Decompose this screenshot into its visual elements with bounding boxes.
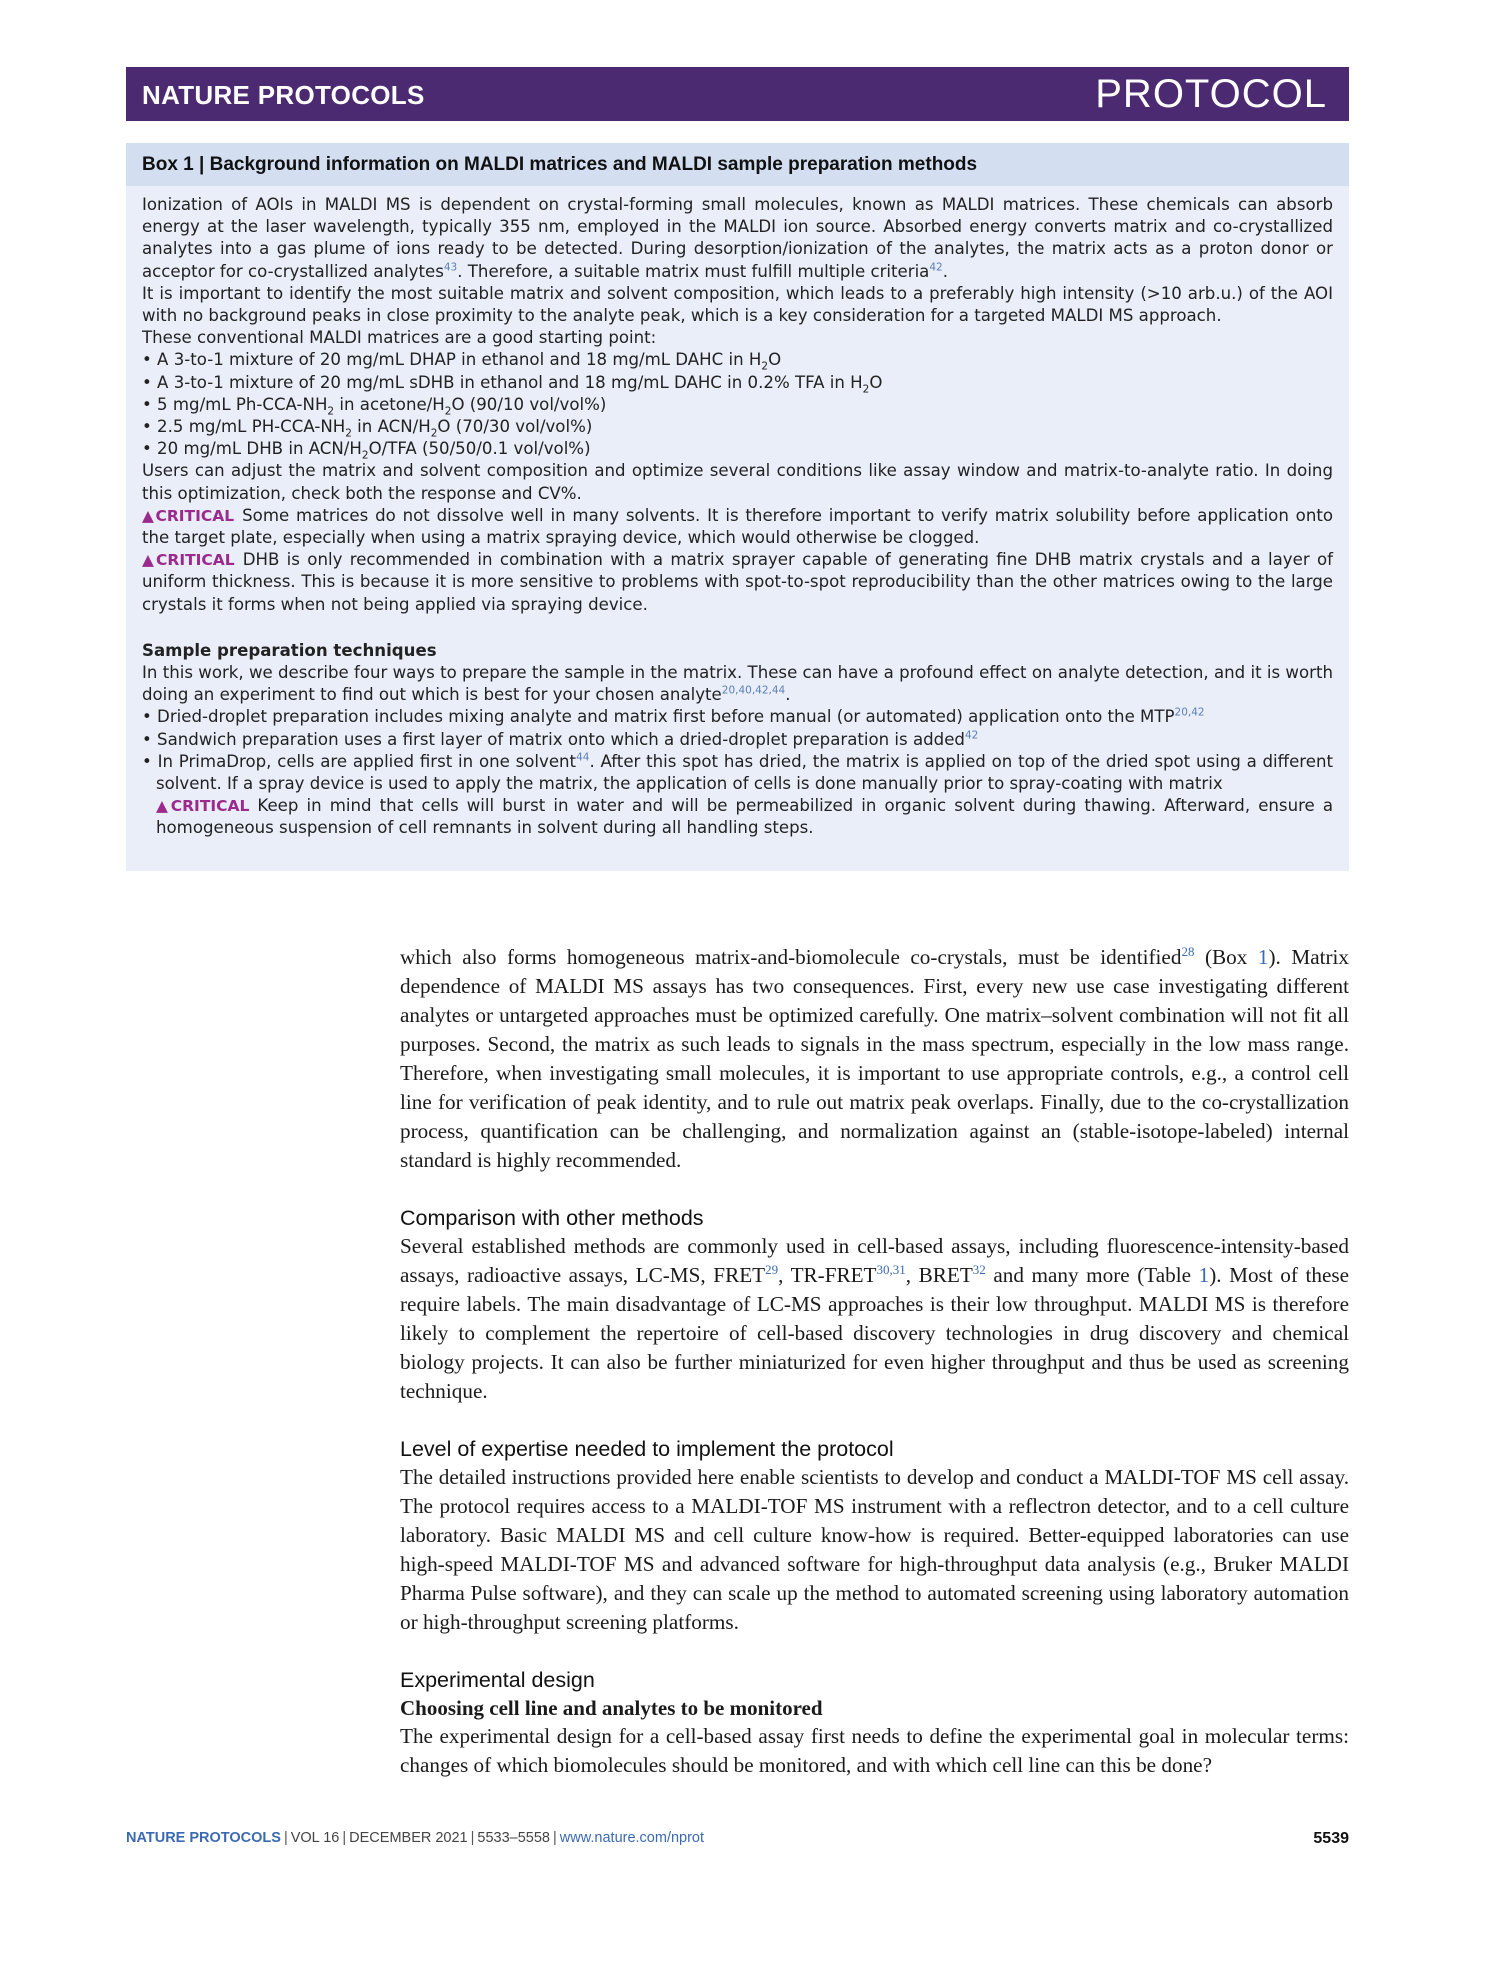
article-type: PROTOCOL: [1095, 72, 1327, 116]
list-item: • 2.5 mg/mL $PH-CCA-NH_2$ in ACN/$H_2O$ (70/30 vol/vol%): [142, 417, 593, 440]
technique-list: [142, 706, 1333, 795]
warning-triangle-icon: ▲: [142, 551, 157, 570]
warning-triangle-icon: ▲: [156, 797, 171, 816]
box-intro-text: . Therefore, a suitable matrix must fulfill multiple criteria: [457, 261, 930, 281]
footer-url-link[interactable]: www.nature.com/nprot: [559, 1830, 705, 1846]
citation[interactable]: 20,40,42,44: [721, 684, 786, 697]
citation[interactable]: 42: [964, 729, 979, 742]
citation[interactable]: 44: [576, 751, 590, 764]
box-link[interactable]: 1: [1257, 945, 1269, 969]
list-item: • Dried-droplet preparation includes mixing analyte and matrix first before manual (or automated) application onto the MTP$^{20,42}$: [142, 706, 1205, 727]
table-link[interactable]: 1: [1198, 1263, 1210, 1287]
critical-label: ▲CRITICAL: [156, 797, 250, 816]
section-heading: Level of expertise needed to implement the protocol: [400, 1437, 894, 1461]
section-heading: Experimental design: [400, 1668, 595, 1692]
citation[interactable]: 42: [929, 261, 943, 274]
box-intro-text: .: [942, 261, 949, 281]
critical-label: ▲CRITICAL: [142, 506, 235, 525]
citation[interactable]: 43: [443, 261, 458, 274]
list-item: • 5 mg/mL $Ph-CCA-NH_2$ in acetone/$H_2O$ (90/10 vol/vol%): [142, 394, 607, 418]
page-header: [126, 67, 1349, 121]
footer-journal: NATURE PROTOCOLS: [126, 1830, 281, 1846]
box-1: [126, 143, 1349, 871]
box-paragraph: These conventional MALDI matrices are a good starting point:: [142, 328, 657, 348]
list-item: • In PrimaDrop, cells are applied first in one solvent$^{44}$. After this spot has dried, the matrix is applied on top of the dried spot using a different solvent. If a spray device is used to apply the matrix, the application of cells is done manually prior to spray-coating with matrix: [142, 751, 1333, 794]
box-body: [126, 186, 1349, 840]
body-paragraph: The detailed instructions provided here enable scientists to develop and conduct a MALDI-TOF MS cell assay. The protocol requires access to a MALDI-TOF MS instrument with a reflectron detector, and to a cell culture laboratory. Basic MALDI MS and cell culture know-how is required. Better-equipped laboratories can use high-speed MALDI-TOF MS and advanced software for high-throughput data analysis (e.g., Bruker MALDI Pharma Pulse software), and they can scale up the method to automated screening using laboratory automation or high-throughput screening platforms.: [400, 1465, 1349, 1634]
critical-note: ▲CRITICAL Keep in mind that cells will burst in water and will be permeabilized in organic solvent during thawing. Afterward, ensure a homogeneous suspension of cell remnants in solvent during all handling steps.: [156, 796, 1334, 838]
list-item: • A 3-to-1 mixture of 20 mg/mL DHAP in ethanol and 18 mg/mL DAHC in $H_2O$: [142, 350, 782, 373]
box-intro: [142, 194, 1333, 283]
list-item: • Sandwich preparation uses a first layer of matrix onto which a dried-droplet preparation is added$^{42}$: [142, 729, 979, 749]
warning-triangle-icon: ▲: [142, 506, 156, 525]
main-text: [400, 943, 1349, 1780]
critical-label: ▲CRITICAL: [142, 551, 235, 570]
citation[interactable]: 30,31: [876, 1261, 906, 1277]
subsection-heading: Choosing cell line and analytes to be monitored: [400, 1696, 823, 1720]
sample-prep-intro: In this work, we describe four ways to prepare the sample in the matrix. These can have a profound effect on analyte detection, and it is worth doing an experiment to find out which is best for your chosen analyte$^{20,40,42,44}$.: [142, 663, 1333, 705]
citation[interactable]: 20,42: [1174, 706, 1205, 719]
sample-prep-heading: Sample preparation techniques: [142, 640, 437, 660]
page-number: 5539: [1313, 1830, 1349, 1847]
list-item: • A 3-to-1 mixture of 20 mg/mL sDHB in ethanol and 18 mg/mL DAHC in 0.2% TFA in $H_2O$: [142, 372, 883, 395]
box-paragraph: Users can adjust the matrix and solvent composition and optimize several conditions like assay window and matrix-to-analyte ratio. In doing this optimization, check both the response and CV%.: [142, 461, 1333, 503]
page-footer: NATURE PROTOCOLS | VOL 16 | DECEMBER 2021 | 5533–5558 | www.nature.com/nprot 5539: [126, 1830, 1349, 1847]
critical-note: ▲CRITICAL Some matrices do not dissolve well in many solvents. It is therefore important to verify matrix solubility before application onto the target plate, especially when using a matrix spraying device, which would otherwise be clogged.: [142, 505, 1333, 548]
citation[interactable]: 28: [1181, 943, 1195, 959]
footer-date: DECEMBER 2021: [349, 1830, 468, 1846]
body-paragraph: The experimental design for a cell-based assay first needs to define the experimental goal in molecular terms: changes of which biomolecules should be monitored, and with which cell line can this be done?: [400, 1724, 1349, 1777]
footer-volume: VOL 16: [290, 1830, 340, 1846]
list-item: • 20 mg/mL DHB in ACN/$H_2O$/TFA (50/50/0.1 vol/vol%): [142, 439, 591, 462]
citation[interactable]: 29: [765, 1261, 779, 1277]
matrix-list: [142, 349, 1333, 460]
critical-note: ▲CRITICAL DHB is only recommended in combination with a matrix sprayer capable of generating fine DHB matrix crystals and a layer of uniform thickness. This is because it is more sensitive to problems with spot-to-spot reproducibility than the other matrices owing to the large crystals it forms when not being applied via spraying device.: [142, 550, 1334, 614]
body-paragraph: Several established methods are commonly used in cell-based assays, including fluorescence-intensity-based assays, radioactive assays, LC-MS, FRET$^{29}$, TR-FRET$^{30,31}$, BRET$^{32}$ and many more (Table 1). Most of these require labels. The main disadvantage of LC-MS approaches is their low throughput. MALDI MS is therefore likely to complement the repertoire of cell-based discovery technologies in drug discovery and chemical biology projects. It can also be further miniaturized for even higher throughput and thus be used as screening technique.: [400, 1234, 1349, 1403]
box-paragraph: It is important to identify the most suitable matrix and solvent composition, which leads to a preferably high intensity (>10 arb.u.) of the AOI with no background peaks in close proximity to the analyte peak, which is a key consideration for a targeted MALDI MS approach.: [142, 283, 1333, 326]
section-heading: Comparison with other methods: [400, 1206, 704, 1230]
body-paragraph: which also forms homogeneous matrix-and-biomolecule co-crystals, must be identified$^{28}$ (Box 1). Matrix dependence of MALDI MS assays has two consequences. First, every new use case investigating different analytes or untargeted approaches must be optimized carefully. One matrix–solvent combination will not fit all purposes. Second, the matrix as such leads to signals in the mass spectrum, especially in the low mass range. Therefore, when investigating small molecules, it is important to use appropriate controls, e.g., a control cell line for verification of peak identity, and to rule out matrix peak overlaps. Finally, due to the co-crystallization process, quantification can be challenging, and normalization against an (stable-isotope-labeled) internal standard is highly recommended.: [400, 943, 1350, 1172]
citation[interactable]: 32: [972, 1261, 986, 1277]
footer-pages: 5533–5558: [477, 1830, 550, 1846]
box-intro-text: Ionization of AOIs in MALDI MS is dependent on crystal-forming small molecules, known as MALDI matrices. These chemicals can absorb energy at the laser wavelength, typically 355 nm, employed in the MALDI ion source. Absorbed energy converts matrix and co-crystallized analytes into a gas plume of ions ready to be detected. During desorption/ionization of the analytes, the matrix acts as a proton donor or acceptor for co-crystallized analytes: [142, 195, 1333, 281]
box-title: Box 1 | Background information on MALDI matrices and MALDI sample preparation methods: [126, 143, 1349, 186]
journal-name: NATURE PROTOCOLS: [142, 80, 425, 110]
